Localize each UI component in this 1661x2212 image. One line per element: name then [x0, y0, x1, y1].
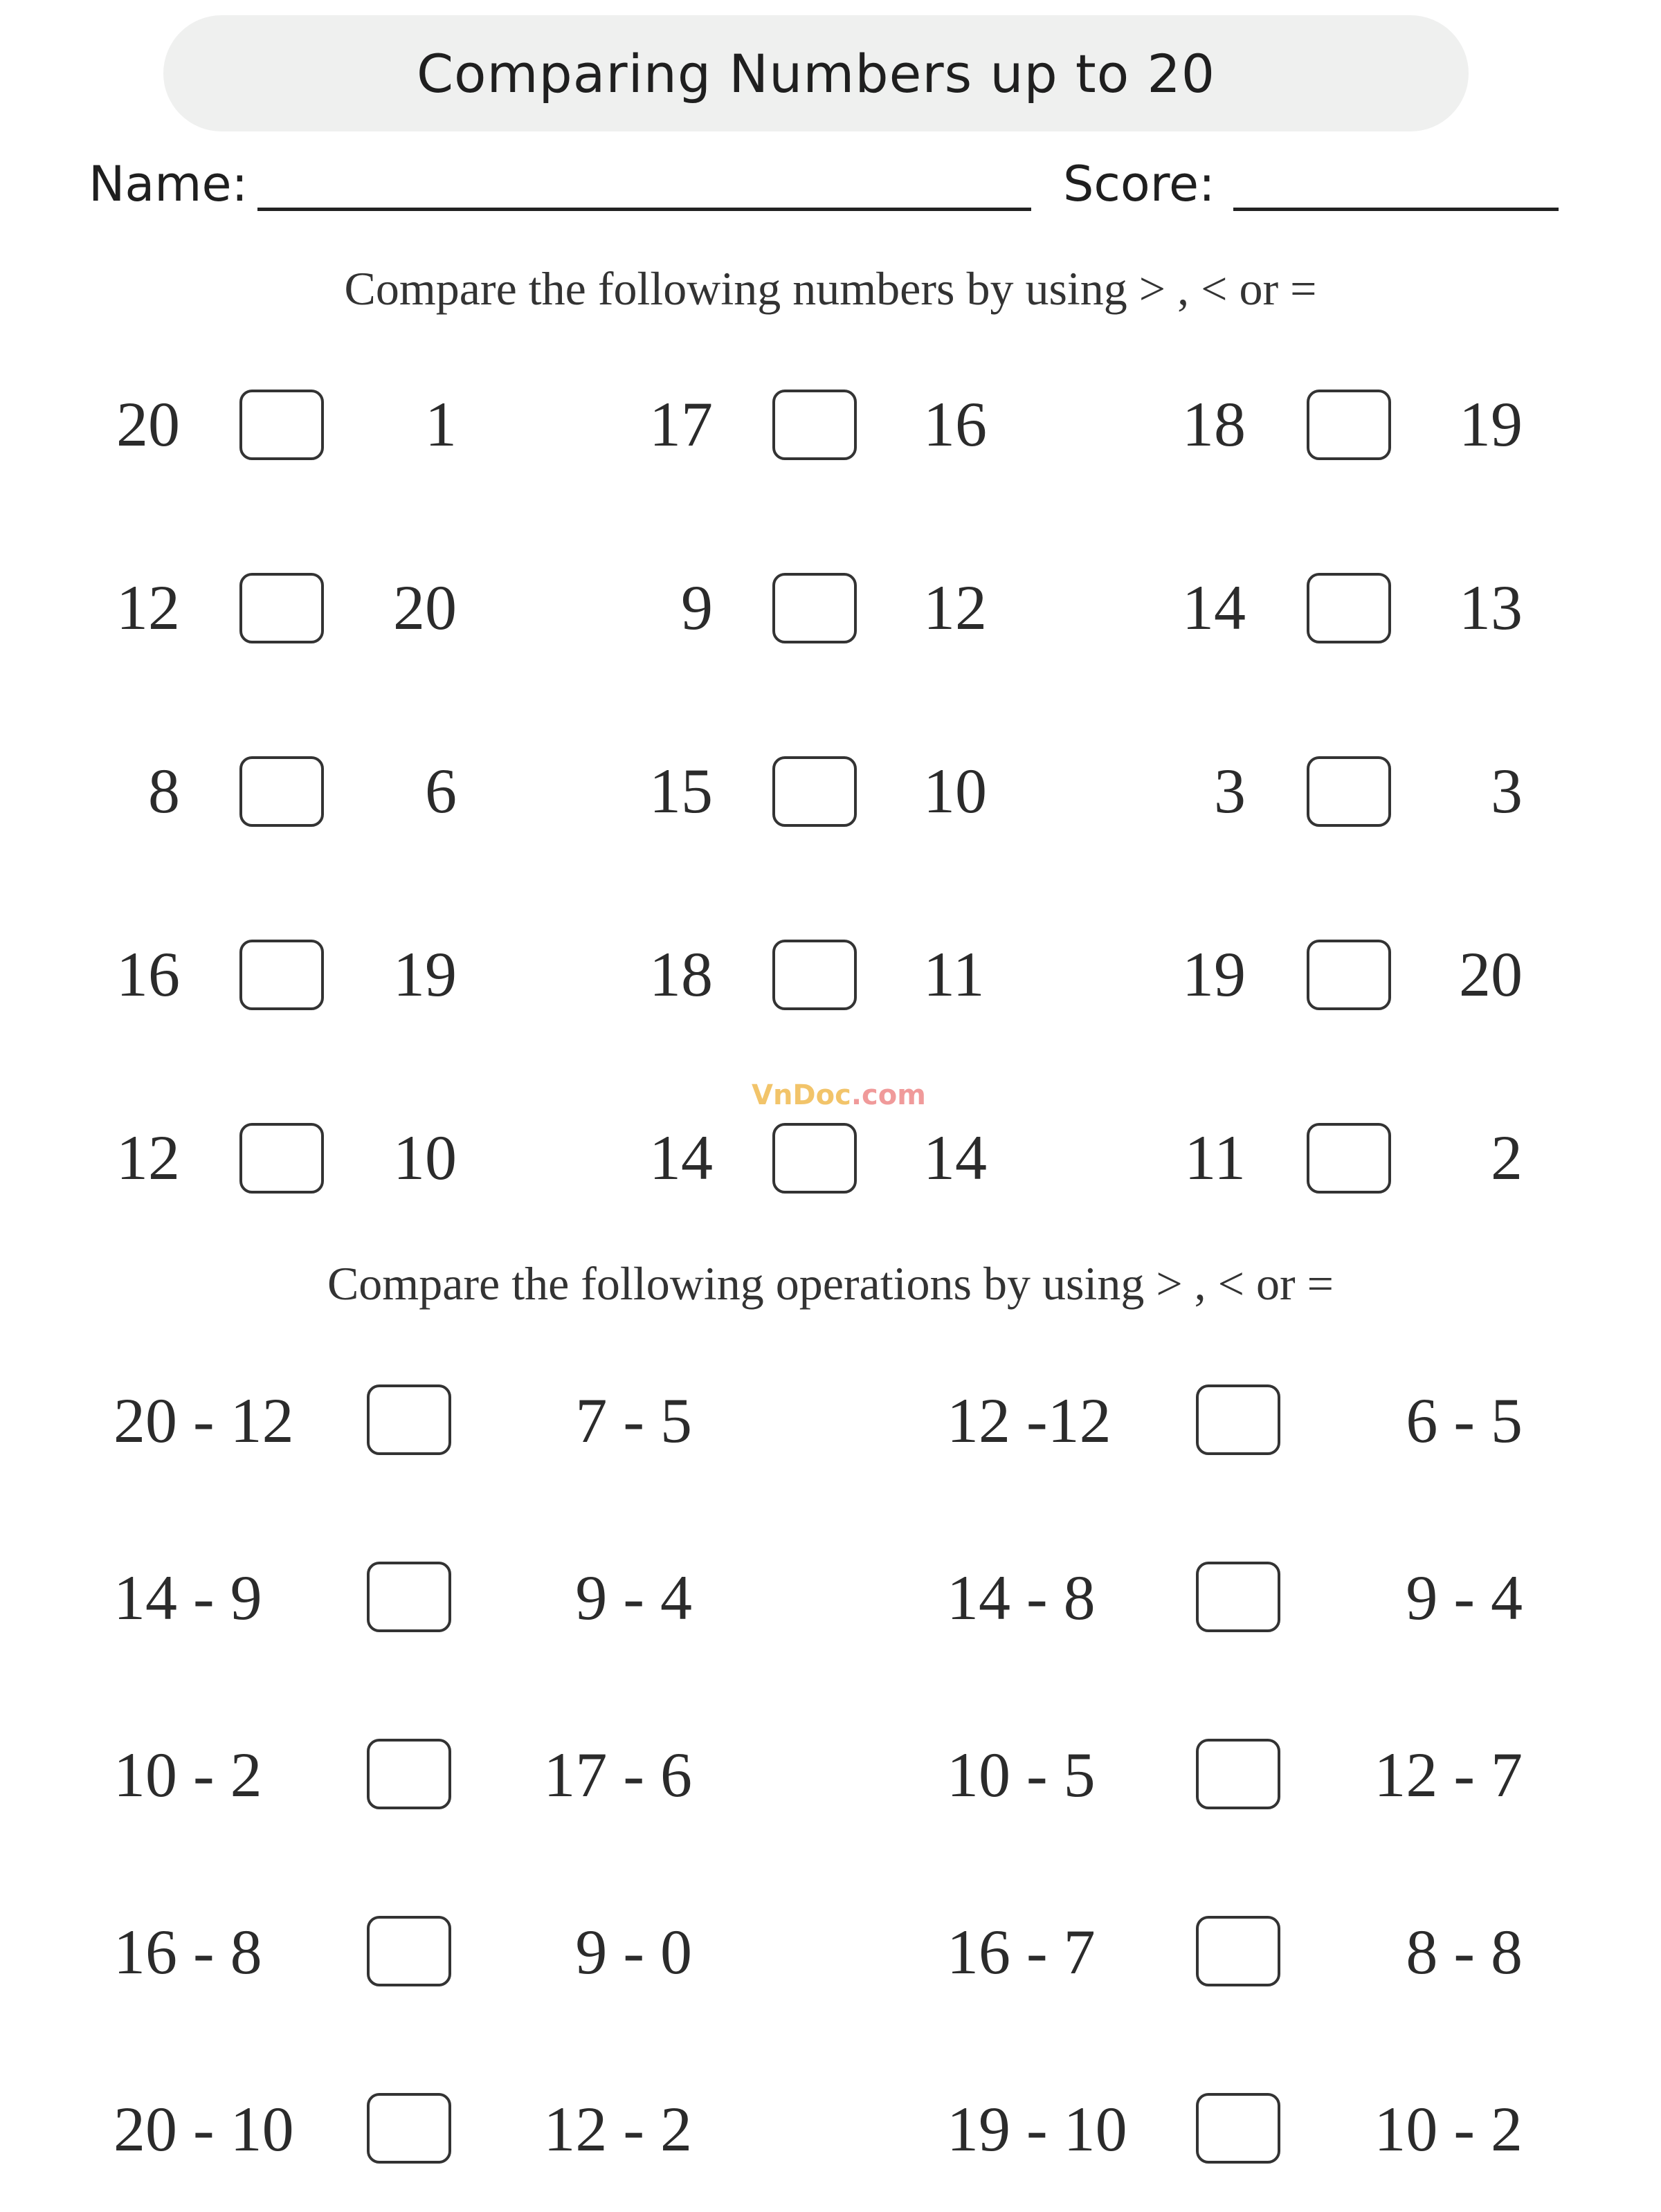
- score-label: Score:: [1063, 156, 1215, 212]
- s1-answer-box[interactable]: [772, 756, 857, 827]
- s1-answer-box[interactable]: [1307, 756, 1391, 827]
- s1-left-number: 19: [1182, 939, 1246, 1009]
- s1-left-number: 18: [1182, 389, 1246, 459]
- s2-left-expression: 12 -12: [947, 1385, 1111, 1456]
- s1-right-number: 1: [425, 389, 457, 459]
- s1-left-number: 12: [116, 572, 180, 643]
- s1-answer-box[interactable]: [772, 1123, 857, 1194]
- s1-right-number: 2: [1491, 1122, 1523, 1193]
- s2-answer-box[interactable]: [1196, 1739, 1280, 1809]
- name-label: Name:: [89, 156, 248, 212]
- s2-answer-box[interactable]: [1196, 1562, 1280, 1632]
- s2-right-expression: 10 - 2: [1374, 2094, 1523, 2164]
- name-field-line[interactable]: [257, 208, 1031, 211]
- s1-left-number: 18: [649, 939, 713, 1009]
- s1-left-number: 14: [1182, 572, 1246, 643]
- s1-right-number: 20: [393, 572, 457, 643]
- s2-left-expression: 16 - 8: [114, 1917, 262, 1987]
- s2-answer-box[interactable]: [367, 1916, 451, 1986]
- s1-answer-box[interactable]: [772, 940, 857, 1010]
- s1-right-number: 11: [923, 939, 985, 1009]
- s1-right-number: 10: [923, 756, 987, 826]
- s2-answer-box[interactable]: [1196, 1384, 1280, 1455]
- section1-instruction: Compare the following numbers by using > , < or =: [344, 262, 1317, 315]
- worksheet-title: Comparing Numbers up to 20: [416, 42, 1216, 104]
- s1-left-number: 11: [1184, 1122, 1246, 1193]
- s2-right-expression: 6 - 5: [1406, 1385, 1523, 1456]
- s2-right-expression: 12 - 2: [543, 2094, 692, 2164]
- s1-answer-box[interactable]: [772, 573, 857, 643]
- title-banner: [163, 15, 1469, 131]
- s1-right-number: 19: [1459, 389, 1523, 459]
- s2-answer-box[interactable]: [1196, 1916, 1280, 1986]
- s1-right-number: 13: [1459, 572, 1523, 643]
- s1-right-number: 20: [1459, 939, 1523, 1009]
- s2-answer-box[interactable]: [367, 1384, 451, 1455]
- s2-answer-box[interactable]: [367, 1739, 451, 1809]
- s2-right-expression: 9 - 4: [575, 1562, 692, 1633]
- s2-left-expression: 20 - 10: [114, 2094, 294, 2164]
- s2-answer-box[interactable]: [367, 1562, 451, 1632]
- s1-answer-box[interactable]: [239, 573, 324, 643]
- s1-right-number: 12: [923, 572, 987, 643]
- s1-right-number: 14: [923, 1122, 987, 1193]
- s1-answer-box[interactable]: [1307, 573, 1391, 643]
- s2-left-expression: 19 - 10: [947, 2094, 1127, 2164]
- s1-right-number: 3: [1491, 756, 1523, 826]
- s2-right-expression: 17 - 6: [543, 1739, 692, 1810]
- s1-left-number: 17: [649, 389, 713, 459]
- s2-right-expression: 12 - 7: [1374, 1739, 1523, 1810]
- score-field-line[interactable]: [1233, 208, 1559, 211]
- s1-left-number: 8: [148, 756, 180, 826]
- s1-answer-box[interactable]: [772, 390, 857, 460]
- s2-answer-box[interactable]: [367, 2093, 451, 2164]
- s1-right-number: 10: [393, 1122, 457, 1193]
- watermark-logo: VnDoc.com: [752, 1079, 926, 1111]
- s2-left-expression: 14 - 9: [114, 1562, 262, 1633]
- s2-left-expression: 10 - 2: [114, 1739, 262, 1810]
- s1-answer-box[interactable]: [1307, 940, 1391, 1010]
- s1-left-number: 3: [1214, 756, 1246, 826]
- s2-right-expression: 8 - 8: [1406, 1917, 1523, 1987]
- s1-answer-box[interactable]: [1307, 390, 1391, 460]
- s1-right-number: 16: [923, 389, 987, 459]
- s1-right-number: 6: [425, 756, 457, 826]
- s1-left-number: 12: [116, 1122, 180, 1193]
- s1-left-number: 15: [649, 756, 713, 826]
- s1-answer-box[interactable]: [239, 940, 324, 1010]
- s1-left-number: 9: [681, 572, 713, 643]
- s2-left-expression: 16 - 7: [947, 1917, 1096, 1987]
- section2-instruction: Compare the following operations by using > , < or =: [327, 1257, 1334, 1310]
- s1-answer-box[interactable]: [239, 390, 324, 460]
- s1-right-number: 19: [393, 939, 457, 1009]
- s2-answer-box[interactable]: [1196, 2093, 1280, 2164]
- s1-answer-box[interactable]: [239, 1123, 324, 1194]
- s2-right-expression: 7 - 5: [575, 1385, 692, 1456]
- s1-left-number: 20: [116, 389, 180, 459]
- s1-left-number: 14: [649, 1122, 713, 1193]
- s2-left-expression: 20 - 12: [114, 1385, 294, 1456]
- s2-left-expression: 10 - 5: [947, 1739, 1096, 1810]
- s2-left-expression: 14 - 8: [947, 1562, 1096, 1633]
- s1-answer-box[interactable]: [239, 756, 324, 827]
- s2-right-expression: 9 - 0: [575, 1917, 692, 1987]
- s1-left-number: 16: [116, 939, 180, 1009]
- s1-answer-box[interactable]: [1307, 1123, 1391, 1194]
- s2-right-expression: 9 - 4: [1406, 1562, 1523, 1633]
